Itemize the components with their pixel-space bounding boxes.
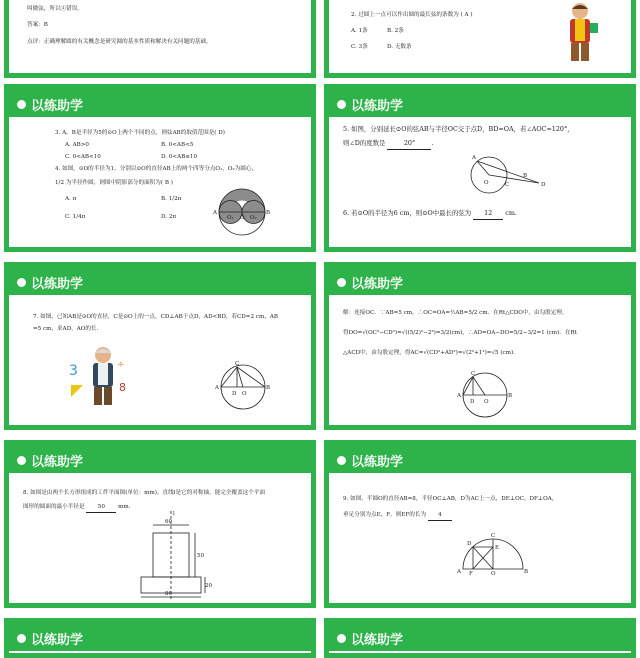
label-l: l [173,511,175,517]
slide-1-left [4,0,316,78]
bullet-dot-icon [17,456,26,465]
label-d: D [467,541,472,547]
slide-5-right [324,618,636,658]
section-header [337,629,403,647]
q8-text: 图形的圆面的最小半径是 [23,504,85,510]
q6-text: 6. 若⊙O的半径为6 cm，则⊙O中最长的弦为 [343,209,472,217]
section-title: 以练助学 [351,454,404,470]
q3-option-a: A. AB>0 [65,142,89,148]
q4-option-a: A. π [65,196,77,202]
q6-unit: cm. [505,209,517,217]
q8-answer: 50 [86,503,116,513]
slide-2-left [4,84,316,252]
q3-option-d: D. 0<AB≤10 [161,154,198,160]
label-d: D [541,182,546,188]
label-o: O [484,399,489,405]
q3-option-b: B. 0<AB<5 [161,142,194,148]
label-o: O [491,571,496,577]
label-c: C [491,533,496,539]
question-3: 3. A，B是半径为5的⊙O上两个不同的点，则弦AB的取值范围是( D) [55,130,225,136]
q6-answer: 12 [473,209,503,220]
question-8b [23,503,131,513]
solution-line-1: 解：连接OC．∵AB=5 cm，∴OC=OA=½AB=5/2 cm．在Rt△CDO中，由勾股定理， [343,310,568,316]
label-80: 80 [165,591,172,597]
question-2: 2. 过圆上一点可以作出圆的最长弦的条数为 ( A ) [351,12,473,18]
question-9a: 9. 如图，半圆O的直径AB=8，半径OC⊥AB，D为AC上一点，DE⊥OC，DF⊥OA， [343,496,558,502]
figure-solution [459,367,515,423]
slide-1-right [324,0,636,78]
label-e: E [495,545,500,551]
section-title: 以练助学 [31,454,84,470]
figure-q7 [217,359,273,415]
question-8a: 8. 如图是由两个长方形组成的工件平面图(单位：mm)，直线l是它的对称轴，能完全覆盖这个平面 [23,490,266,496]
section-header [337,95,403,113]
section-title: 以练助学 [31,632,84,648]
option-c: C. 3条 [351,44,368,50]
bullet-dot-icon [337,456,346,465]
label-f: F [469,571,473,577]
section-header [337,451,403,469]
label-60: 60 [165,519,172,525]
label-b: B [266,210,271,216]
teacher-illustration [555,1,605,67]
question-6 [343,209,517,220]
label-d: D [232,391,237,397]
slide-4-right [324,440,636,608]
svg-text:8: 8 [119,381,126,394]
option-b: B. 2条 [387,28,404,34]
section-header [17,273,83,291]
solution-line-2: 得DO=√(OC²−CD²)=√((5/2)²−2²)=3/2(cm)，∴AD=OA−DO=5/2−3/2=1 (cm)．在Rt [343,330,577,336]
label-20: 20 [205,583,212,589]
section-title: 以练助学 [31,276,84,292]
svg-text:÷: ÷ [117,360,125,370]
bullet-dot-icon [337,100,346,109]
label-a: A [457,569,461,575]
section-title: 以练助学 [351,632,404,648]
section-title: 以练助学 [351,98,404,114]
label-a: A [213,210,217,216]
label-o: O [242,391,247,397]
q9-text: 垂足分别为点E，F，则EF的长为 [343,512,427,518]
q4-option-d: D. 2π [161,214,177,220]
slide-5-left [4,618,316,658]
section-header [17,629,83,647]
slide-4-left [4,440,316,608]
q5-text: 则∠D的度数是 [343,139,386,147]
label-o: O [484,180,489,186]
section-header [17,95,83,113]
bullet-dot-icon [17,100,26,109]
label-50: 50 [197,553,204,559]
label-o1: O₁ [227,215,234,221]
section-title: 以练助学 [31,98,84,114]
q3-option-c: C. 0<AB<10 [65,154,101,160]
label-d: D [470,399,475,405]
bullet-dot-icon [17,634,26,643]
question-5a: 5. 如图，分别延长⊙O的弦AB与半径OC交于点D，BD=OA，若∠AOC=120°， [343,125,574,133]
question-4a: 4. 如图，⊙O的半径为1，分别以⊙O的直径AB上的两个四等分点O₁，O₂为圆心， [55,166,258,172]
question-7b: =5 cm，求AD，AO的长. [33,326,99,332]
svg-text:3: 3 [69,363,78,379]
figure-q5 [467,153,549,197]
text-line: 叫做弦，所以④错误。 [27,6,83,12]
question-9b [343,511,452,521]
q4-option-b: B. 1/2π [161,196,182,202]
figure-q9 [459,533,533,575]
slide-3-left [4,262,316,430]
bullet-dot-icon [337,634,346,643]
label-b: B [524,569,529,575]
section-header [337,273,403,291]
bullet-dot-icon [337,278,346,287]
figure-q8 [133,509,217,603]
label-c: C [235,361,240,367]
figure-q4 [213,187,271,237]
solution-line-3: △ACD中，由勾股定理，得AC=√(CD²+AD²)=√(2²+1²)=√5 (cm)． [343,350,519,356]
q8-unit: mm. [118,504,131,510]
label-c: C [471,371,476,377]
teacher-math-illustration [67,345,137,409]
label-a: A [457,393,461,399]
section-header [17,451,83,469]
slide-2-right [324,84,636,252]
label-b: B [508,393,513,399]
q5-answer: 20° [387,139,431,150]
q9-answer: 4 [428,511,452,521]
question-7a: 7. 如图，已知AB是⊙O的直径，C是⊙O上的一点，CD⊥AB于点D，AD<BD，若CD=2 cm，AB [33,314,278,320]
q4-option-c: C. 1/4π [65,214,86,220]
option-d: D. 无数条 [387,44,412,50]
answer-line: 答案：B [27,22,48,28]
label-a: A [472,155,476,161]
question-4b: 1/2 为半径作圆，则图中阴影部分的面积为( B ) [55,180,173,186]
label-b: B [523,173,528,179]
option-a: A. 1条 [351,28,368,34]
label-o: O [240,215,245,221]
bullet-dot-icon [17,278,26,287]
label-b: B [266,385,271,391]
label-a: A [215,385,219,391]
slide-3-right [324,262,636,430]
comment-line: 点评：正确理解圆的有关概念是研究圆的基本性质和解决有关问题的基础。 [27,39,212,45]
question-5b: 则∠D的度数是 20° . [343,139,434,150]
label-c: C [505,182,510,188]
label-o2: O₂ [250,215,257,221]
section-title: 以练助学 [351,276,404,292]
